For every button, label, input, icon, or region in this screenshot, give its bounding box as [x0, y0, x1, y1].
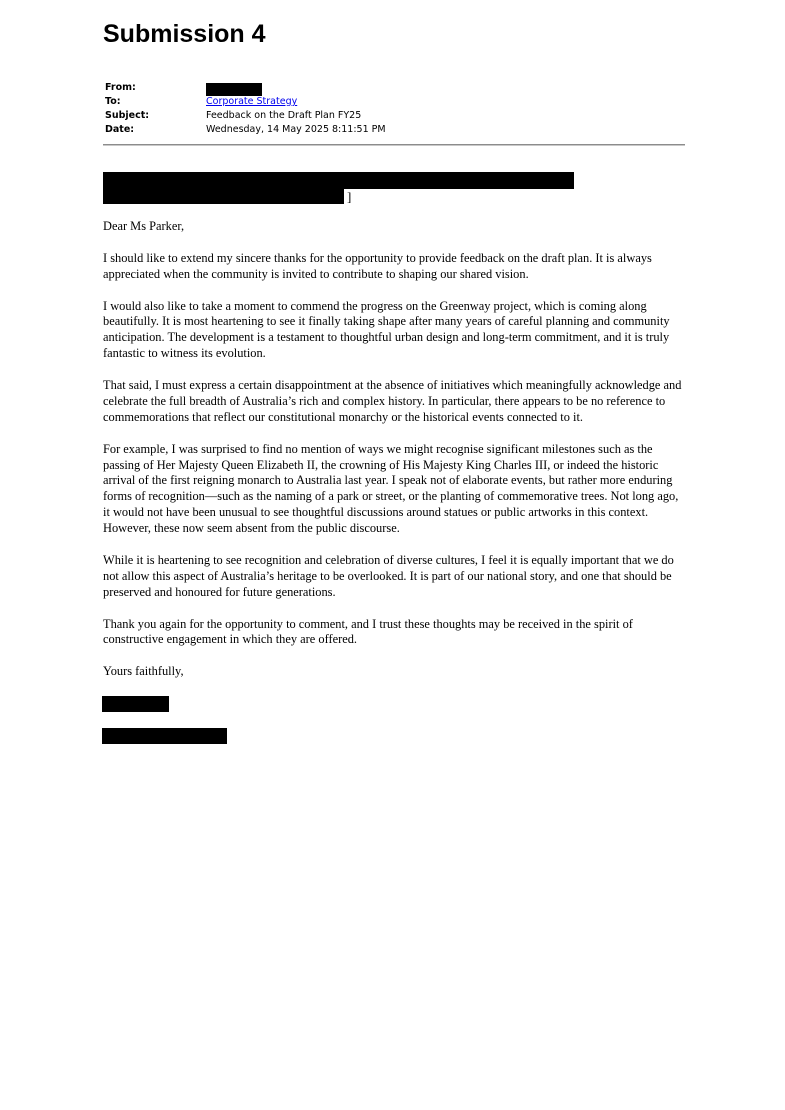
- closing-bracket: ]: [347, 189, 352, 204]
- to-label: To:: [105, 96, 121, 107]
- email-header: [105, 81, 685, 137]
- body-paragraph: That said, I must express a certain disappointment at the absence of initiatives which meaningfully acknowledge and celebrate the full breadth of Australia’s rich and complex history. In particular, there appears to be no reference to commemorations that reflect our constitutional monarchy or the historical events connected to it.: [103, 378, 682, 424]
- header-row-subject: [105, 109, 685, 123]
- redaction-block: [103, 172, 574, 189]
- body-paragraph: I should like to extend my sincere thanks for the opportunity to provide feedback on the draft plan. It is always appreciated when the community is invited to contribute to shaping our shared vision.: [103, 250, 652, 281]
- signature-redaction: [102, 728, 227, 744]
- body-paragraph: Thank you again for the opportunity to comment, and I trust these thoughts may be received in the spirit of constructive engagement in which they are offered.: [103, 616, 633, 647]
- redaction-block: [103, 189, 344, 204]
- letter-body: [103, 219, 687, 696]
- header-row-date: [105, 123, 685, 137]
- from-label: From:: [105, 82, 136, 93]
- subject-value: Feedback on the Draft Plan FY25: [206, 110, 362, 121]
- subject-label: Subject:: [105, 110, 150, 121]
- salutation: Dear Ms Parker,: [103, 219, 185, 233]
- page-title: Submission 4: [103, 20, 266, 48]
- date-label: Date:: [105, 124, 135, 135]
- to-link[interactable]: Corporate Strategy: [206, 96, 298, 107]
- signature-redaction: [102, 696, 169, 712]
- header-row-from: [105, 81, 685, 95]
- date-value: Wednesday, 14 May 2025 8:11:51 PM: [206, 124, 386, 135]
- body-paragraph: While it is heartening to see recognition and celebration of diverse cultures, I feel it is equally important that we do not allow this aspect of Australia’s heritage to be overlooked. It is part of our national story, and one that should be preserved and honoured for future generations.: [103, 552, 674, 599]
- closing: Yours faithfully,: [103, 664, 184, 679]
- header-divider: [103, 144, 685, 146]
- body-paragraph: For example, I was surprised to find no mention of ways we might recognise significant milestones such as the passing of Her Majesty Queen Elizabeth II, the crowning of His Majesty King Charles III, or indeed the historic arrival of the first reigning monarch to Australia last year. I speak not of elaborate events, but rather more enduring forms of recognition—such as the naming of a park or street, or the planting of commemorative trees. Not long ago, it would not have been unusual to see thoughtful discussions around statues or public artworks in this context. However, these now seem absent from the public discourse.: [103, 441, 679, 536]
- body-paragraph: I would also like to take a moment to commend the progress on the Greenway project, which is coming along beautifully. It is most heartening to see it finally taking shape after many years of careful planning and community anticipation. The development is a testament to thoughtful urban design and long-term commitment, and it is truly fantastic to witness its evolution.: [103, 298, 670, 361]
- header-row-to: [105, 95, 685, 109]
